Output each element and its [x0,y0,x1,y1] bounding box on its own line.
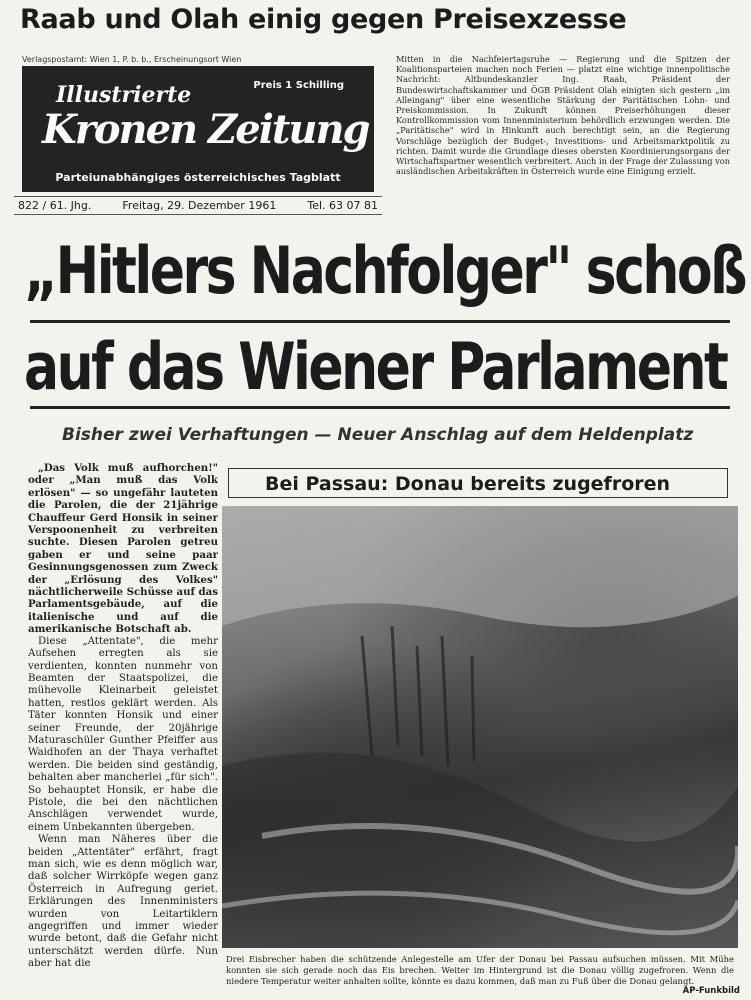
main-headline-line2: auf das Wiener Parlament [24,330,727,405]
headline-rule-bottom [30,406,730,409]
masthead-tagline: Parteiunabhängiges österreichisches Tagblatt [55,171,341,184]
photo-heading: Bei Passau: Donau bereits zugefroren [228,468,728,498]
dateline [14,196,382,215]
subheadline: Bisher zwei Verhaftungen — Neuer Anschlag auf dem Heldenplatz [62,425,694,445]
postal-line: Verlagspostamt: Wien 1, P. b. b., Erscheinungsort Wien [22,55,242,64]
price-label: Preis 1 Schilling [253,80,344,91]
phone-number: Tel. 63 07 81 [307,199,378,212]
masthead-name-line1: Illustrierte [56,82,192,108]
main-headline-line1: „Hitlers Nachfolger" schoß [24,234,746,309]
issue-date: Freitag, 29. Dezember 1961 [122,199,277,212]
frozen-danube-photo [222,506,738,948]
issue-number: 822 / 61. Jhg. [18,199,92,212]
top-article: Mitten in die Nachfeiertagsruhe — Regierung und die Spitzen der Koalitionsparteien machen noch Ferien — platzt eine wichtige innenpolitische Nachricht: Altbundeskanzler Ing. Raab, Präsident der Bundeswirtschaftskammer und ÖGB Präsident Olah einigten sich gestern „im Alleingang" über eine wesentliche Stärkung der Paritätischen Lohn- und Preiskommission. In Zukunft können Preiserhöhungen dieser Kontrollkommission vom Innenministerium behördlich erzwungen werden. Die „Paritätische" wird in Hinkunft auch berechtigt sein, an die Regierung Vorschläge bezüglich der Budget-, Investitions- und Arbeitsmarktpolitik zu richten. Damit wurde die Grundlage dieses obersten Koordinierungsorgans der Wirtschaftspartner wesentlich verbreitert. Auch in der Frage der Zulassung von ausländischen Arbeitskräften in Österreich wurde eine Einigung erzielt. [396,54,730,177]
photo-credit: AP-Funkbild [682,986,740,996]
left-column-para2: Diese „Attentate", die mehr Aufsehen erregten als sie verdienten, konnten nunmehr von Beamten der Staatspolizei, die mühevolle Kleinarbeit geleistet hatten, restlos geklärt werden. Als Täter konnten Honsik und einer seiner Freunde, der 20jährige Maturaschüler Gunther Pfeiffer aus Waidhofen an der Thaya verhaftet werden. Die beiden sind geständig, behalten aber mancherlei „für sich". So behauptet Honsik, er habe die Pistole, die bei den nächtlichen Anschlägen verwendet wurde, einem Unbekannten übergeben. [28,635,218,833]
masthead [22,66,374,192]
top-headline: Raab und Olah einig gegen Preisexzesse [20,4,627,35]
left-column-para3: Wenn man Näheres über die beiden „Attentäter" erfährt, fragt man sich, wie es denn möglich war, daß solcher Wirrköpfe wegen ganz Österreich in Aufregung geriet. Erklärungen des Innenministers wurden von Leitartiklern angegriffen und immer wieder wurde betont, daß die Gefahr nicht unterschätzt werden dürfe. Nun aber hat die [28,834,218,970]
headline-rule-top [30,320,730,323]
photo-illustration [222,506,738,948]
left-column-para1: „Das Volk muß aufhorchen!" oder „Man muß das Volk erlösen" — so ungefähr lauteten die Parolen, die der 21jährige Chauffeur Gerd Honsik in seiner Verspoonenheit zu verbreiten suchte. Diesen Parolen getreu gaben er und seine paar Gesinnungsgenossen zum Zweck der „Erlösung des Volkes" nächtlicherweile Schüsse auf das Parlamentsgebäude, auf die italienische und auf die amerikanische Botschaft ab. [28,462,218,636]
photo-caption: Drei Eisbrecher haben die schützende Anlegestelle am Ufer der Donau bei Passau aufsuchen müssen. Mit Mühe konnten sie sich gerade noch das Eis brechen. Weiter im Hintergrund ist die Donau völlig zugefroren. Wenn die niedere Temperatur weiter anhalten sollte, könnte es dazu kommen, daß man zu Fuß über die Donau gelangt. [226,954,734,986]
masthead-name-line2: Kronen Zeitung [42,106,369,153]
left-column-article [28,462,218,1000]
